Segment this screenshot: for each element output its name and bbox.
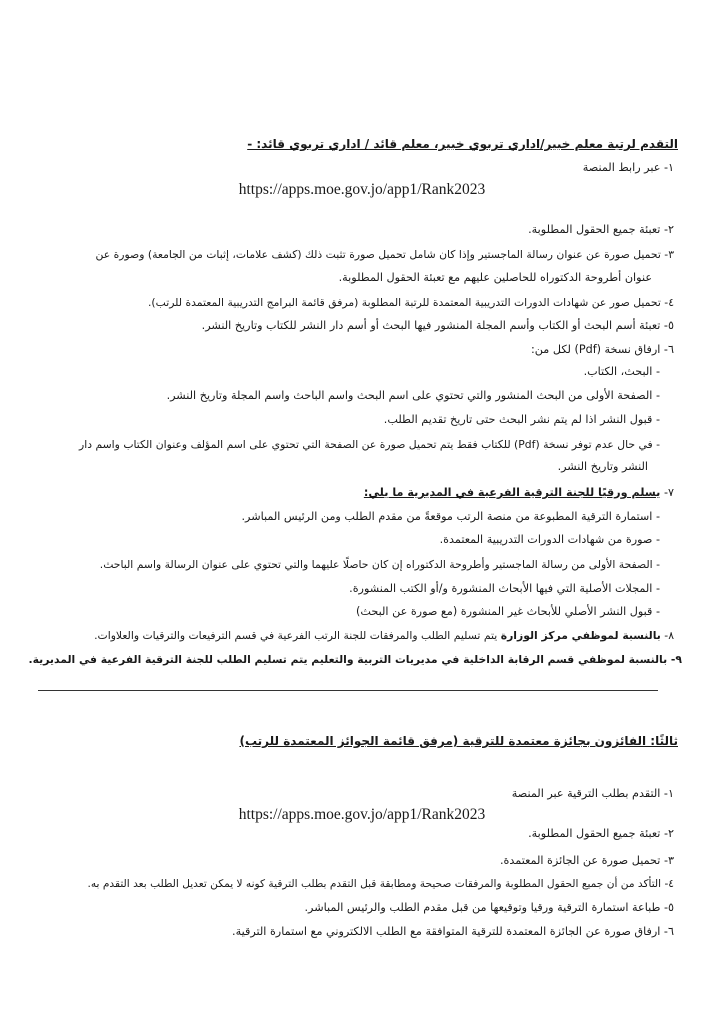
list-item: ٣- تحميل صورة عن الجائزة المعتمدة. (499, 854, 674, 867)
item-number: ٨- (664, 629, 674, 642)
list-item: ٣- تحميل صورة عن عنوان رسالة الماجستير وإذا كان شامل تحميل صورة تثبت ذلك (كشف علامات، إثبات من الجامعة) وصورة عن (95, 248, 674, 261)
list-item: ٦- ارفاق نسخة (Pdf) لكل من: (531, 343, 674, 356)
section-heading: ثالثًا: الفائزون بجائزة معتمدة للترقية (مرفق قائمة الجوائز المعتمدة للرتب) (239, 734, 678, 748)
item-text: يتم تسليم الطلب والمرفقات للجنة الرتب الفرعية في قسم الترفيعات والترقيات والعلاوات. (94, 629, 501, 642)
list-item: ٢- تعبئة جميع الحقول المطلوبة. (528, 223, 674, 236)
sub-item: - الصفحة الأولى من رسالة الماجستير وأطروحة الدكتوراه إن كان حاصلًا عليهما والتي تحتوي على عنوان الرسالة واسم الباحث. (99, 558, 660, 571)
list-item: ١- التقدم بطلب الترقية عبر المنصة (511, 787, 674, 800)
list-item-7 (364, 485, 674, 501)
item-number: ٩- (670, 653, 682, 666)
sub-item: - صورة من شهادات الدورات التدريبية المعتمدة. (439, 533, 660, 546)
list-item-8 (94, 628, 674, 644)
list-item-continuation: عنوان أطروحة الدكتوراه للحاصلين عليهم مع تعبئة الحقول المطلوبة. (338, 271, 652, 284)
list-item: ٦- ارفاق صورة عن الجائزة المعتمدة للترقية المتوافقة مع الطلب الالكتروني مع استمارة الترقية. (232, 925, 674, 938)
sub-item: - استمارة الترقية المطبوعة من منصة الرتب موقعةً من مقدم الطلب ومن الرئيس المباشر. (241, 510, 660, 523)
sub-item: - قبول النشر الأصلي للأبحاث غير المنشورة (مع صورة عن البحث) (356, 605, 660, 618)
sub-item: - قبول النشر اذا لم يتم نشر البحث حتى تاريخ تقديم الطلب. (383, 413, 660, 426)
sub-item: - الصفحة الأولى من البحث المنشور والتي تحتوي على اسم البحث واسم الباحث واسم المجلة وتاريخ النشر. (166, 389, 660, 402)
list-item: ٤- التأكد من أن جميع الحقول المطلوبة والمرفقات صحيحة ومطابقة قبل التقدم بطلب الترقية كونه لا يمكن تعديل الطلب بعد التقدم به. (87, 878, 674, 890)
platform-link[interactable]: https://apps.moe.gov.jo/app1/Rank2023 (238, 806, 486, 823)
sub-item: - في حال عدم توفر نسخة (Pdf) للكتاب فقط يتم تحميل صورة عن الصفحة التي تحتوي على اسم المؤلف وعنوان الكتاب واسم دار (78, 438, 660, 451)
list-item-9 (29, 652, 683, 668)
item-text: يسلم ورقيًا للجنة الترقية الفرعية في المديرية ما يلي: (363, 486, 661, 499)
item-text: بالنسبة لموظفي قسم الرقابة الداخلية في مديريات التربية والتعليم يتم تسليم الطلب للجنة الترقية الفرعية في المديرية. (28, 653, 668, 666)
sub-item: - البحث، الكتاب. (583, 365, 660, 378)
platform-link[interactable]: https://apps.moe.gov.jo/app1/Rank2023 (238, 181, 486, 198)
section-heading: التقدم لرتبة معلم خبير/اداري تربوي خبير، معلم قائد / اداري تربوي قائد: - (247, 137, 678, 151)
list-item: ٥- طباعة استمارة الترقية ورقيا وتوقيعها من قبل مقدم الطلب والرئيس المباشر. (304, 901, 674, 914)
list-item: ٥- تعبئة أسم البحث أو الكتاب وأسم المجلة المنشور فيها البحث أو أسم دار النشر للكتاب وتاريخ النشر. (201, 319, 674, 332)
item-bold-text: بالنسبة لموظفي مركز الوزارة (500, 629, 661, 642)
section-divider (38, 690, 658, 691)
list-item: ٤- تحميل صور عن شهادات الدورات التدريبية المعتمدة للرتبة المطلوبة (مرفق قائمة البرامج التدريبية المعتمدة للرتب). (147, 296, 674, 309)
list-item: ١- عبر رابط المنصة (582, 161, 674, 174)
sub-item-continuation: النشر وتاريخ النشر. (557, 460, 648, 473)
item-number: ٧- (663, 486, 674, 499)
list-item: ٢- تعبئة جميع الحقول المطلوبة. (528, 827, 674, 840)
sub-item: - المجلات الأصلية التي فيها الأبحاث المنشورة و/أو الكتب المنشورة. (349, 582, 660, 595)
